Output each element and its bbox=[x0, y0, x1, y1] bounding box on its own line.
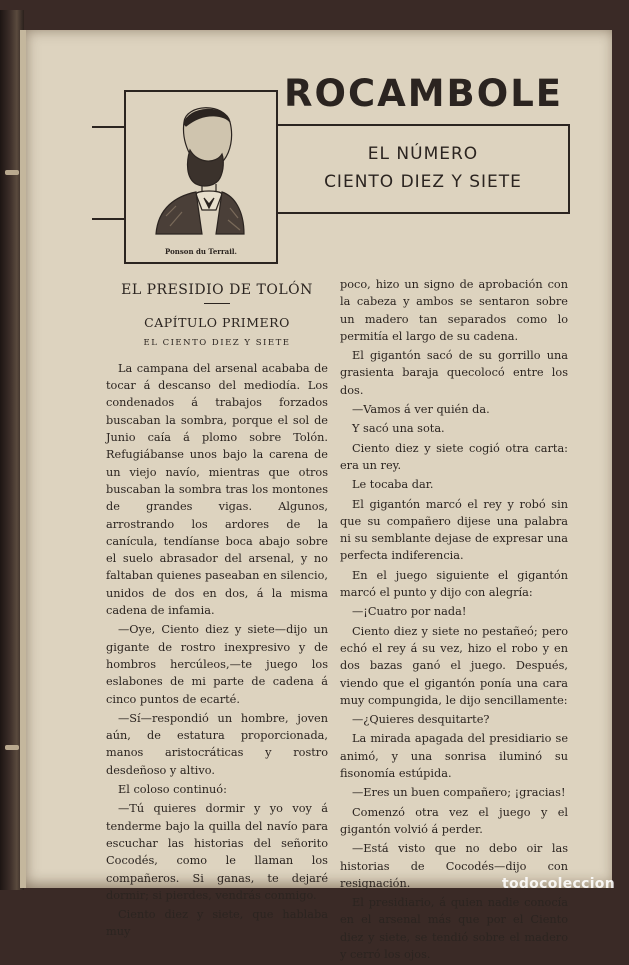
paragraph: Ciento diez y siete cogió otra carta: era un rey. bbox=[340, 441, 568, 472]
page-edge bbox=[20, 30, 26, 888]
header-rule bbox=[92, 126, 124, 128]
paragraph: —Sí—respondió un hombre, joven aún, de estatura proporcionada, manos aristocráticas y rostro desdeñoso y altivo. bbox=[106, 711, 328, 777]
author-portrait bbox=[146, 98, 254, 236]
paragraph: Le tocaba dar. bbox=[352, 478, 434, 492]
paragraph: —¡Cuatro por nada! bbox=[352, 605, 467, 619]
portrait-caption: Ponson du Terrail. bbox=[165, 247, 237, 256]
header-rule bbox=[92, 218, 124, 220]
paragraph: El coloso continuó: bbox=[118, 783, 227, 797]
paragraph: Ciento diez y siete, que hablaba muy bbox=[106, 908, 328, 939]
left-column bbox=[106, 280, 328, 943]
paragraph: —¿Quieres desquitarte? bbox=[352, 713, 490, 727]
paragraph: El gigantón marcó el rey y robó sin que su compañero dijese una palabra ni su semblante dejase de expresar una perfecta indiferencia. bbox=[340, 497, 568, 563]
paragraph: La campana del arsenal acababa de tocar á descanso del mediodía. Los condenados á trabajos forzados buscaban la sombra, porque el sol de Junio caía á plomo sobre Tolón. Refugiábanse unos bajo la carena de un viejo navío, mientras que otros buscaban la sombra tras los montones de grandes vigas. Algunos, arrostrando los ardores de la canícula, tendíanse boca abajo sobre el suelo abrasador del arsenal, y no faltaban quienes paseaban en silencio, unidos de dos en dos, á la misma cadena de infamia. bbox=[106, 361, 328, 618]
portrait-frame bbox=[124, 90, 278, 264]
paragraph: poco, hizo un signo de aprobación con la cabeza y ambos se sentaron sobre un madero tan separados como lo permitía el largo de su cadena. bbox=[340, 278, 568, 343]
book-subtitle-line1: EL NÚMERO bbox=[367, 144, 479, 164]
chapter-title: CAPÍTULO PRIMERO bbox=[144, 315, 290, 331]
chapter-subtitle: EL CIENTO DIEZ Y SIETE bbox=[143, 337, 291, 348]
paragraph: —Tú quieres dormir y yo voy á tenderme bajo la quilla del navío para escuchar las historias del señorito Cocodés, como le llaman los compañeros. Si ganas, te dejaré dormir; si pierdes, vendrás conmigo. bbox=[106, 802, 328, 902]
paragraph: Y sacó una sota. bbox=[352, 422, 445, 436]
right-column bbox=[340, 276, 568, 965]
paragraph: En el juego siguiente el gigantón marcó el punto y dijo con alegría: bbox=[340, 568, 568, 600]
header-rule bbox=[276, 124, 570, 126]
paragraph: La mirada apagada del presidiario se animó, y una sonrisa iluminó su fisonomía estúpida. bbox=[340, 732, 568, 781]
section-title: EL PRESIDIO DE TOLÓN bbox=[121, 282, 313, 298]
paragraph: El presidiario, á quien nadie conocía en el arsenal más que por el Ciento diez y siete, se tendió sobre el madero y cerró los ojos. bbox=[340, 896, 568, 961]
paragraph: —Oye, Ciento diez y siete—dijo un gigante de rostro inexpresivo y de hombros hercúleos,—te juego los eslabones de mi parte de cadena á cinco puntos de ecarté. bbox=[106, 623, 328, 706]
binding-stitch bbox=[5, 170, 19, 175]
paragraph: —Eres un buen compañero; ¡gracias! bbox=[352, 786, 566, 800]
watermark: todocoleccion bbox=[501, 876, 615, 892]
paragraph: —Vamos á ver quién da. bbox=[352, 403, 490, 417]
book-subtitle-line2: CIENTO DIEZ Y SIETE bbox=[324, 172, 522, 192]
title-divider bbox=[204, 303, 230, 304]
header-rule bbox=[276, 212, 570, 214]
paragraph: —Está visto que no debo oir las historias de Cocodés—dijo con resignación. bbox=[340, 842, 568, 890]
header-rule bbox=[568, 124, 570, 214]
paragraph: Comenzó otra vez el juego y el gigantón volvió á perder. bbox=[340, 805, 568, 836]
paragraph: Ciento diez y siete no pestañeó; pero echó el rey á su vez, hizo el robo y en dos bazas ganó el juego. Después, viendo que el gigantón ponía una cara muy compungida, le dijo sencillamente: bbox=[340, 624, 568, 707]
book-title: ROCAMBOLE bbox=[284, 72, 564, 115]
paragraph: El gigantón sacó de su gorrillo una grasienta baraja quecolocó entre los dos. bbox=[340, 349, 568, 397]
binding-stitch bbox=[5, 745, 19, 750]
